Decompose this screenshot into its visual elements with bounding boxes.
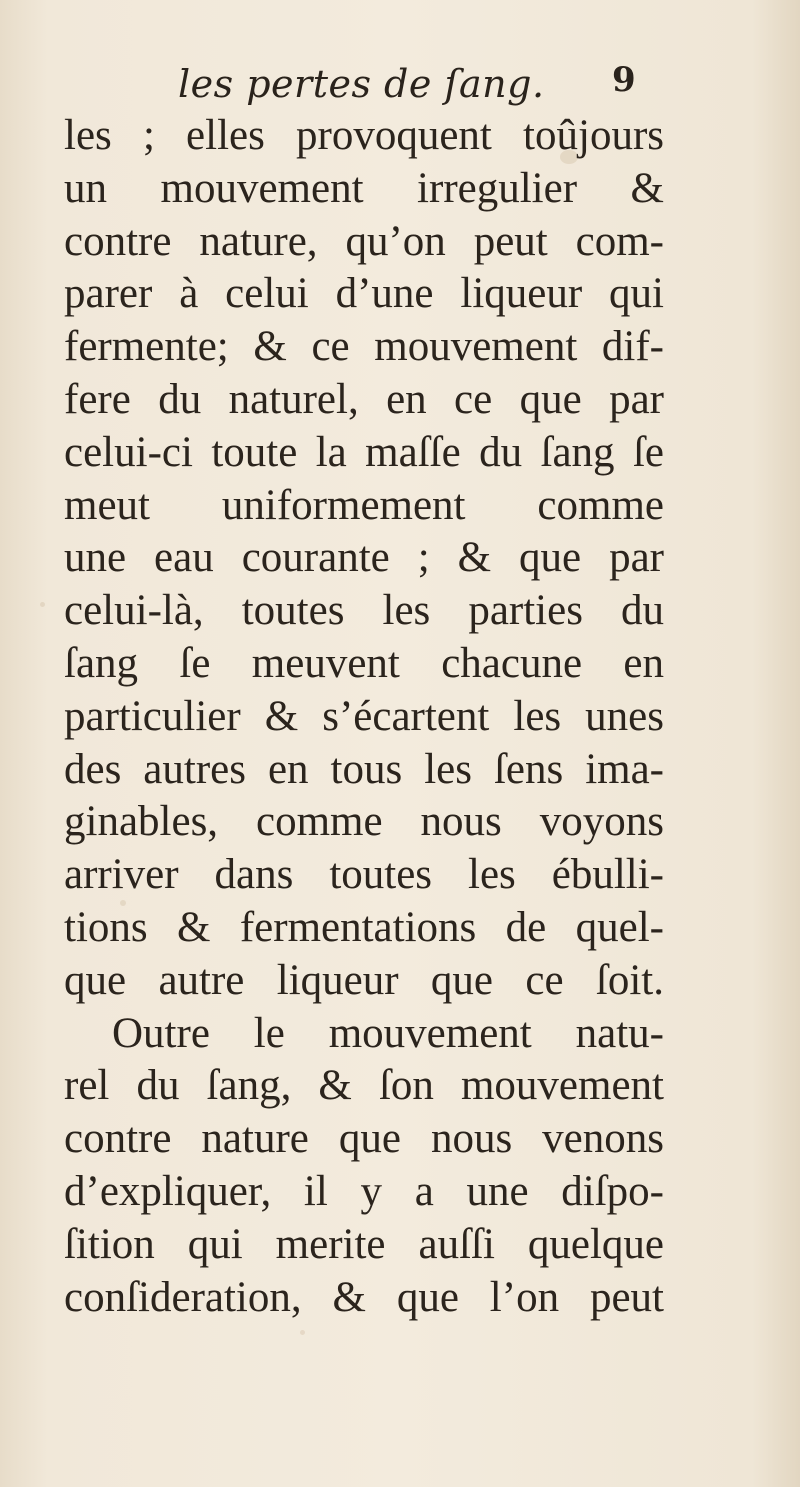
paper-spot [40,602,45,607]
running-head: les pertes de ſang. [178,62,545,106]
text-line: ſition qui merite auſſi quelque [64,1220,664,1268]
text-line: celui-ci toute la maſſe du ſang ſe [64,428,664,476]
text-line: fermente; & ce mouvement dif- [64,323,664,371]
text-line: particulier & s’écartent les unes [64,692,664,740]
text-line: ginables, comme nous voyons [64,798,664,846]
text-line: Outre le mouvement natu- [112,1009,664,1057]
text-line: les ; elles provoquent toûjours [64,112,664,159]
text-line: contre nature, qu’on peut com- [64,217,664,265]
text-line: celui-là, toutes les parties du [64,587,664,635]
text-line: des autres en tous les ſens ima- [64,745,664,793]
text-line: que autre liqueur que ce ſoit. [64,956,664,1004]
page-header [0,58,800,118]
paper-spot [300,1330,305,1335]
text-line: tions & fermentations de quel- [64,903,664,951]
text-line: arriver dans toutes les ébulli- [64,851,664,899]
text-line: parer à celui d’une liqueur qui [64,270,664,318]
text-line: une eau courante ; & que par [64,534,664,582]
text-line: d’expliquer, il y a une diſpo- [64,1167,664,1215]
text-line: un mouvement irregulier & [64,164,664,212]
text-line: fere du naturel, en ce que par [64,375,664,423]
body-text [64,110,664,1324]
text-line: meut uniformement comme [64,481,664,529]
text-line: conſideration, & que l’on peut [64,1273,664,1321]
page-number: 9 [612,60,636,100]
text-line: ſang ſe meuvent chacune en [64,639,664,687]
text-line: rel du ſang, & ſon mouvement [64,1062,664,1110]
text-line: contre nature que nous venons [64,1115,664,1163]
